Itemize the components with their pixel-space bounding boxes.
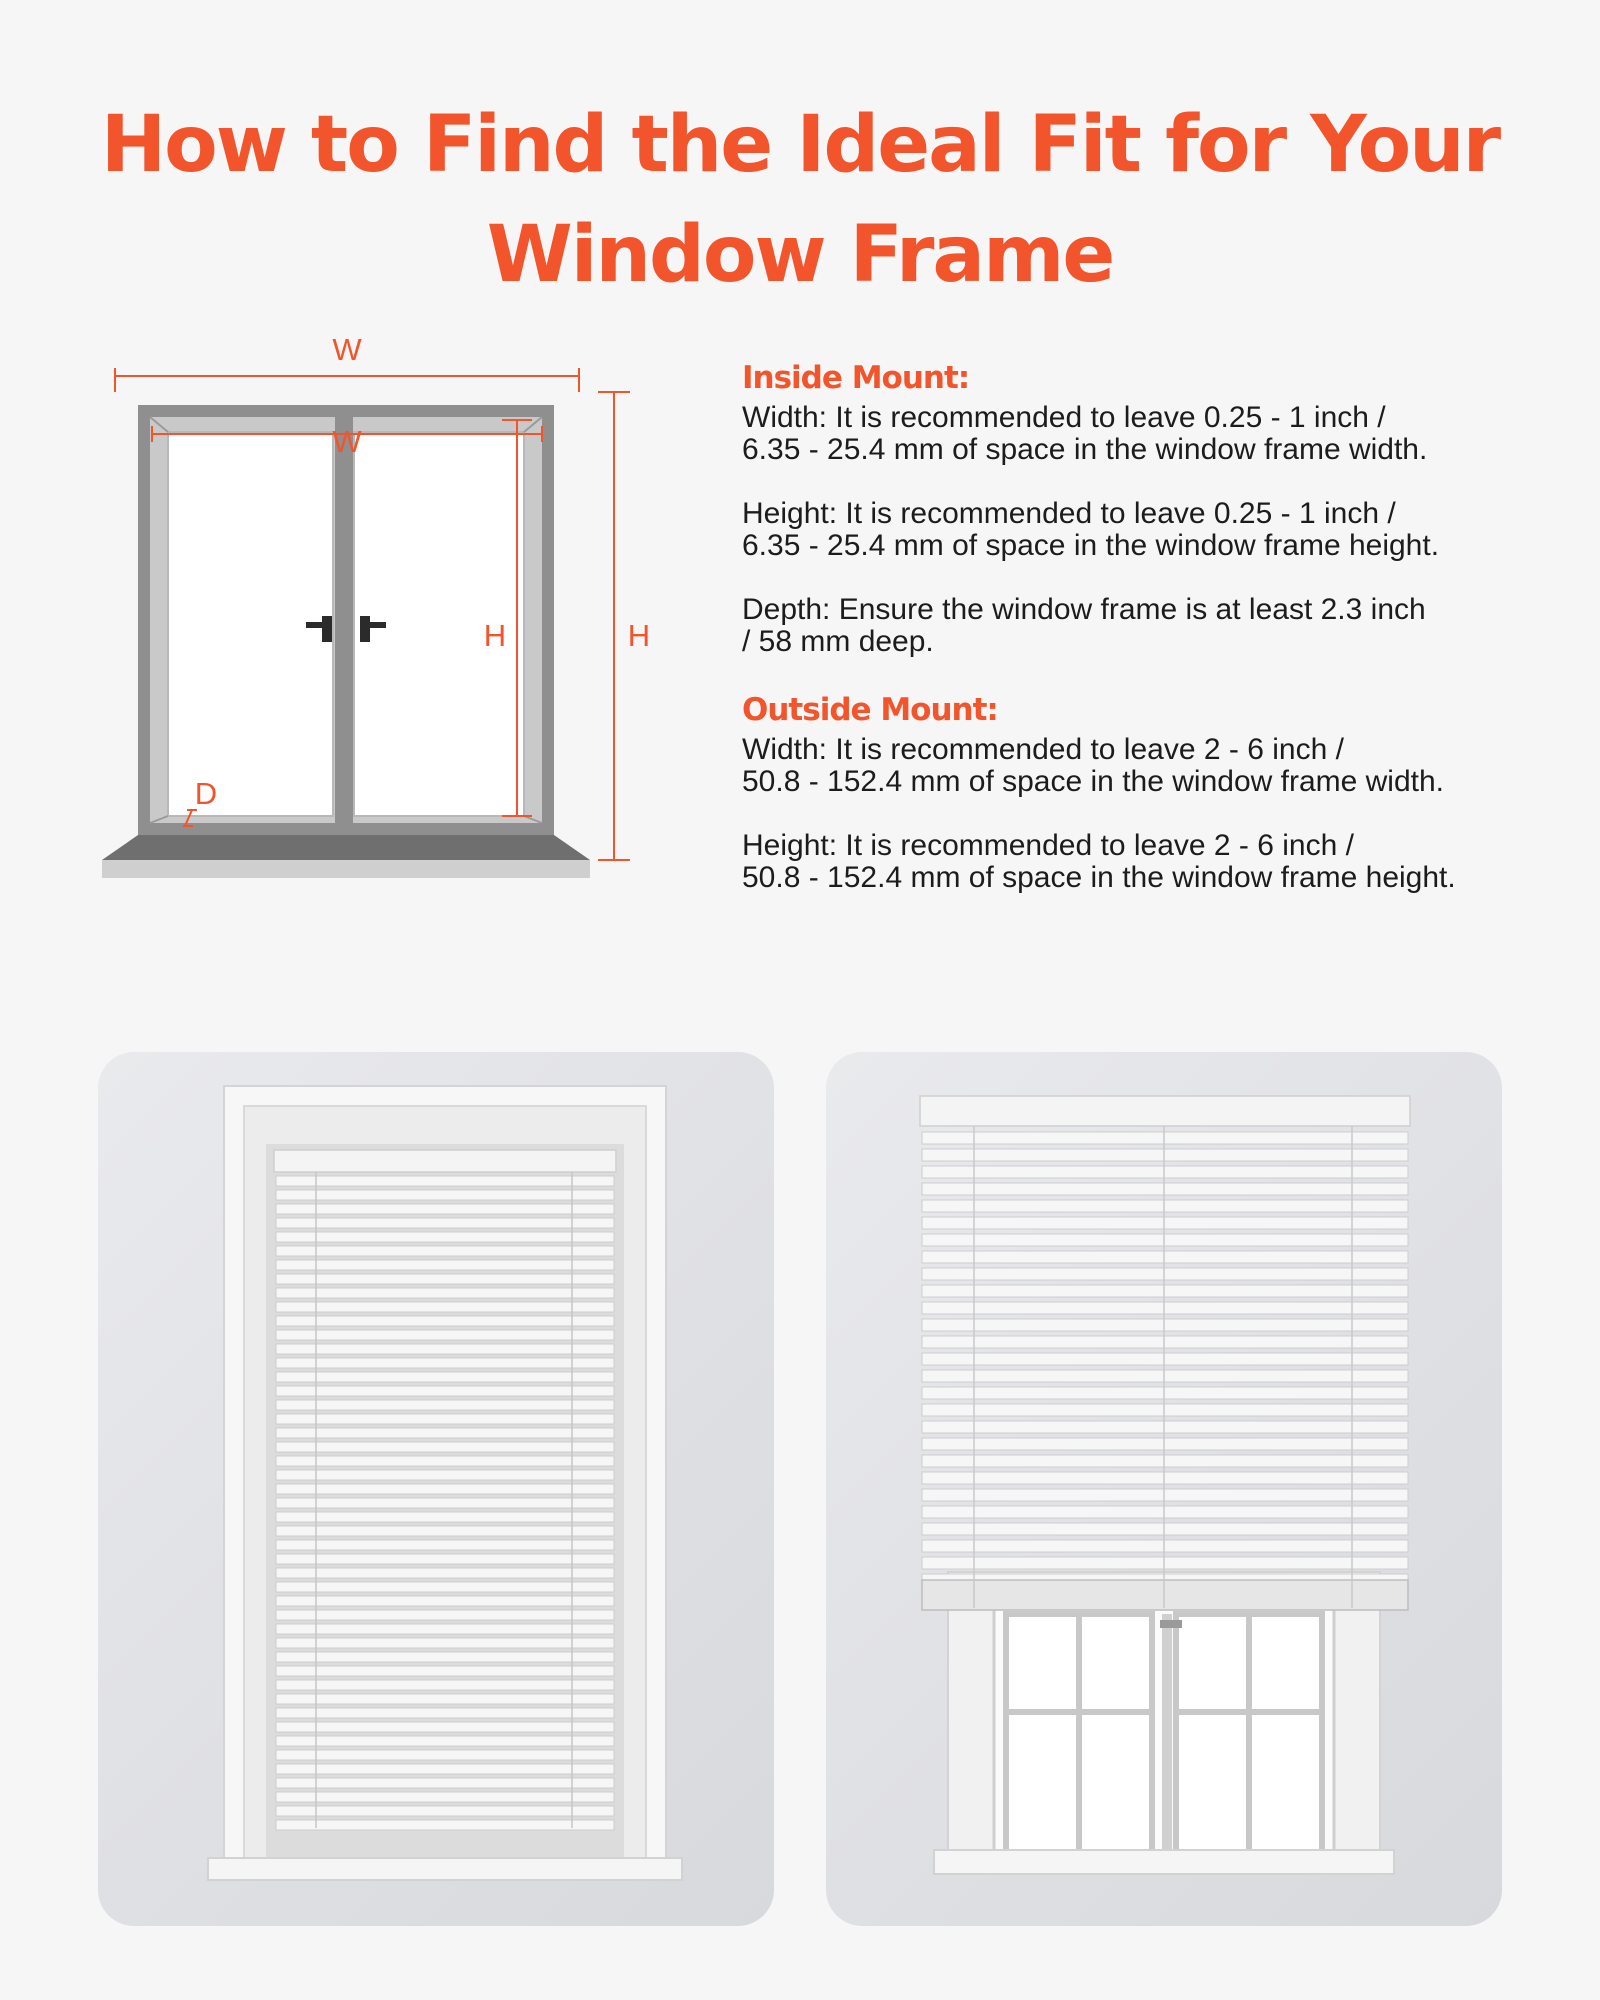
outside-mount-illustration (826, 1052, 1502, 1926)
blind-slat (276, 1736, 614, 1746)
blind-slat (276, 1624, 614, 1634)
inside-depth-text (742, 594, 1562, 658)
blind-slat (922, 1387, 1408, 1399)
blind-slat (276, 1666, 614, 1676)
window-sill-front (102, 860, 590, 878)
blind-slat (276, 1750, 614, 1760)
page-title (0, 90, 1600, 310)
blind-slat (922, 1149, 1408, 1161)
blind-slat (922, 1404, 1408, 1416)
blind-slat (922, 1438, 1408, 1450)
blind-slat (276, 1274, 614, 1284)
blind-slat (276, 1526, 614, 1536)
blind-slat (276, 1232, 614, 1242)
outer-height-dimension (598, 392, 630, 860)
inner-height-label: H (483, 618, 507, 653)
blind-slat (276, 1302, 614, 1312)
center-mullion (335, 417, 353, 835)
blind-slat (922, 1472, 1408, 1484)
inside-height-line-2: 6.35 - 25.4 mm of space in the window frame height. (742, 529, 1440, 562)
blind-slat (276, 1400, 614, 1410)
blind-slat (276, 1498, 614, 1508)
inside-mount-photo (98, 1052, 774, 1926)
blind-slat (276, 1708, 614, 1718)
mount-instructions (742, 358, 1562, 926)
inside-mount-illustration (98, 1052, 774, 1926)
blind-slat (276, 1442, 614, 1452)
blind-bottom-rail (922, 1580, 1408, 1610)
inside-mount-heading: Inside Mount: (742, 360, 970, 396)
inside-mount-section (742, 358, 1562, 658)
inside-depth-line-2: / 58 mm deep. (742, 625, 934, 658)
blind-slat (922, 1285, 1408, 1297)
blind-slat (276, 1190, 614, 1200)
blind-slat (922, 1166, 1408, 1178)
title-line-1: How to Find the Ideal Fit for Your (100, 100, 1500, 190)
outer-width-label: W (332, 332, 362, 367)
window-sill-top (102, 835, 590, 860)
blind-slat (276, 1456, 614, 1466)
blind-slats (276, 1176, 614, 1830)
inside-depth-line-1: Depth: Ensure the window frame is at least 2.3 inch (742, 593, 1426, 626)
inner-width-label: W (332, 424, 362, 459)
blind-slat (276, 1386, 614, 1396)
blind-slat (922, 1489, 1408, 1501)
blind-slat (922, 1132, 1408, 1144)
blind-slat (922, 1540, 1408, 1552)
window-sill (208, 1858, 682, 1880)
blind-slat (922, 1217, 1408, 1229)
blind-slat (276, 1610, 614, 1620)
center-mullion (1162, 1614, 1172, 1854)
blind-slat (276, 1512, 614, 1522)
blind-slat (276, 1358, 614, 1368)
blind-slat (276, 1470, 614, 1480)
depth-label: D (194, 776, 218, 811)
blind-slat (276, 1330, 614, 1340)
blind-slat (922, 1251, 1408, 1263)
blind-slat (276, 1568, 614, 1578)
outside-mount-photo (826, 1052, 1502, 1926)
outside-height-text (742, 830, 1562, 894)
blind-slat (276, 1428, 614, 1438)
blind-slats (922, 1132, 1408, 1586)
inside-width-line-2: 6.35 - 25.4 mm of space in the window frame width. (742, 433, 1428, 466)
blind-slat (276, 1722, 614, 1732)
blind-slat (922, 1302, 1408, 1314)
outside-width-line-1: Width: It is recommended to leave 2 - 6 inch / (742, 733, 1344, 766)
blind-slat (922, 1557, 1408, 1569)
blind-slat (276, 1792, 614, 1802)
inside-height-text (742, 498, 1562, 562)
blind-slat (922, 1183, 1408, 1195)
blind-slat (276, 1596, 614, 1606)
blind-slat (922, 1455, 1408, 1467)
blind-headrail (920, 1096, 1410, 1126)
blind-slat (276, 1540, 614, 1550)
blind-slat (276, 1218, 614, 1228)
blind-slat (276, 1176, 614, 1186)
blind-slat (922, 1268, 1408, 1280)
blind-slat (276, 1204, 614, 1214)
blind-slat (276, 1414, 614, 1424)
blind-slat (276, 1778, 614, 1788)
window-sill (934, 1850, 1394, 1874)
blind-slat (922, 1200, 1408, 1212)
blind-slat (922, 1336, 1408, 1348)
blind-slat (276, 1344, 614, 1354)
inside-width-line-1: Width: It is recommended to leave 0.25 - 1 inch / (742, 401, 1386, 434)
blind-slat (276, 1372, 614, 1382)
blind-slat (276, 1582, 614, 1592)
blind-slat (276, 1694, 614, 1704)
window-measurement-diagram (90, 320, 670, 920)
blind-slat (922, 1319, 1408, 1331)
blind-slat (276, 1246, 614, 1256)
blind-slat (276, 1652, 614, 1662)
blind-slat (922, 1421, 1408, 1433)
blind-slat (922, 1353, 1408, 1365)
blind-slat (276, 1288, 614, 1298)
blind-slat (922, 1506, 1408, 1518)
outer-width-dimension (115, 368, 579, 392)
blind-slat (276, 1680, 614, 1690)
blind-slat (276, 1316, 614, 1326)
inside-width-text (742, 402, 1562, 466)
outer-height-label: H (627, 618, 651, 653)
blind-slat (922, 1370, 1408, 1382)
blind-slat (276, 1260, 614, 1270)
blind-slat (922, 1523, 1408, 1535)
window-latch-icon (1160, 1620, 1182, 1628)
outside-width-line-2: 50.8 - 152.4 mm of space in the window frame width. (742, 765, 1445, 798)
title-line-2: Window Frame (486, 210, 1114, 300)
outside-width-text (742, 734, 1562, 798)
outside-mount-heading: Outside Mount: (742, 692, 998, 728)
outside-mount-section (742, 690, 1562, 894)
blind-slat (276, 1806, 614, 1816)
blind-headrail (274, 1150, 616, 1172)
outside-height-line-1: Height: It is recommended to leave 2 - 6 inch / (742, 829, 1354, 862)
blind-slat (922, 1234, 1408, 1246)
outside-height-line-2: 50.8 - 152.4 mm of space in the window frame height. (742, 861, 1456, 894)
inside-height-line-1: Height: It is recommended to leave 0.25 - 1 inch / (742, 497, 1396, 530)
blind-slat (276, 1638, 614, 1648)
blind-slat (276, 1764, 614, 1774)
blind-slat (276, 1484, 614, 1494)
blind-slat (276, 1554, 614, 1564)
blind-slat (276, 1820, 614, 1830)
window-diagram-svg (90, 320, 670, 920)
